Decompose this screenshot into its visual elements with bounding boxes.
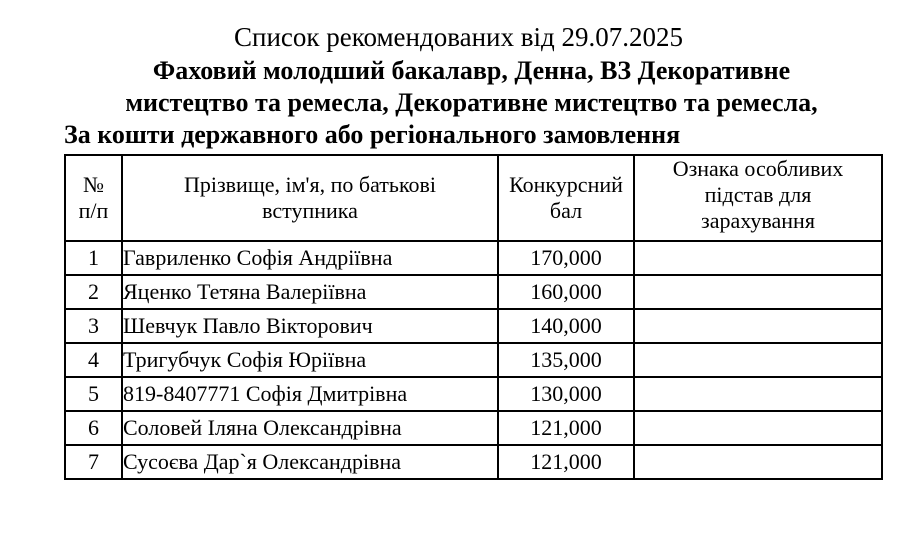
table-row — [65, 445, 882, 479]
special-grounds — [634, 241, 882, 275]
header-full-name — [122, 155, 498, 241]
table-row — [65, 241, 882, 275]
row-number: 3 — [65, 309, 122, 343]
applicant-score: 135,000 — [498, 343, 634, 377]
program-heading-line-1: Фаховий молодший бакалавр, Денна, ВЗ Декоративне — [152, 56, 791, 85]
row-number: 4 — [65, 343, 122, 377]
applicant-score: 130,000 — [498, 377, 634, 411]
row-number: 5 — [65, 377, 122, 411]
program-heading-line-2: мистецтво та ремесла, Декоративне мистецтво та ремесла, — [125, 88, 818, 117]
header-score-line-1: Конкурсний — [509, 172, 623, 197]
applicant-name: Шевчук Павло Вікторович — [122, 309, 498, 343]
row-number: 6 — [65, 411, 122, 445]
program-heading-line-3: За кошти державного або регіонального замовлення — [64, 120, 681, 149]
applicant-name: Соловей Іляна Олександрівна — [122, 411, 498, 445]
header-full-name-line-2: вступника — [262, 198, 358, 223]
header-score-line-2: бал — [549, 198, 583, 223]
special-grounds — [634, 275, 882, 309]
header-number-line-2: п/п — [78, 198, 109, 223]
special-grounds — [634, 445, 882, 479]
special-grounds — [634, 343, 882, 377]
special-grounds — [634, 377, 882, 411]
applicant-name: Гавриленко Софія Андріївна — [122, 241, 498, 275]
row-number: 1 — [65, 241, 122, 275]
page-title: Список рекомендованих від 29.07.2025 — [234, 22, 683, 52]
header-number-line-1: № — [83, 172, 104, 197]
table-row — [65, 309, 882, 343]
applicant-name: Сусоєва Дар`я Олександрівна — [122, 445, 498, 479]
row-number: 7 — [65, 445, 122, 479]
applicant-score: 121,000 — [498, 411, 634, 445]
row-number: 2 — [65, 275, 122, 309]
applicant-score: 160,000 — [498, 275, 634, 309]
recommended-applicants-table — [64, 154, 883, 480]
applicant-score: 140,000 — [498, 309, 634, 343]
header-score — [498, 155, 634, 241]
special-grounds — [634, 309, 882, 343]
table-row — [65, 411, 882, 445]
applicant-name: Яценко Тетяна Валеріївна — [122, 275, 498, 309]
applicant-score: 170,000 — [498, 241, 634, 275]
header-special-grounds-line-2: підстав для — [704, 182, 812, 207]
header-full-name-line-1: Прізвище, ім'я, по батькові — [183, 172, 437, 197]
table-row — [65, 377, 882, 411]
table-header-row — [65, 155, 882, 241]
applicant-name: 819-8407771 Софія Дмитрівна — [122, 377, 498, 411]
header-special-grounds — [634, 155, 882, 241]
header-number — [65, 155, 122, 241]
program-heading — [64, 55, 879, 151]
table-row — [65, 275, 882, 309]
applicant-score: 121,000 — [498, 445, 634, 479]
applicant-name: Тригубчук Софія Юріївна — [122, 343, 498, 377]
header-special-grounds-line-3: зарахування — [701, 208, 815, 233]
header-special-grounds-line-1: Ознака особливих — [672, 156, 844, 181]
special-grounds — [634, 411, 882, 445]
table-row — [65, 343, 882, 377]
